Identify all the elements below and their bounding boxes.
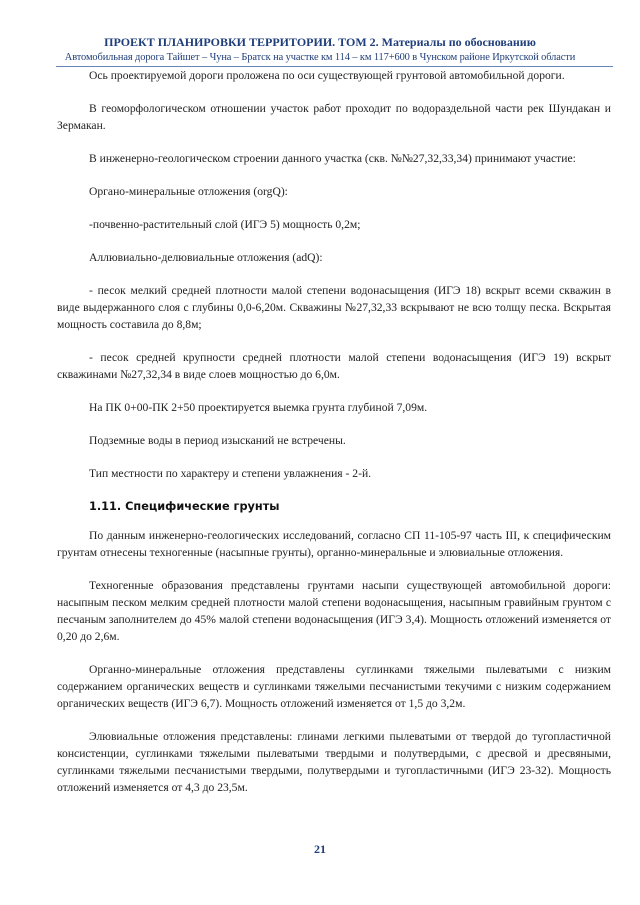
paragraph-text: Техногенные образования представлены грунтами насыпи существующей автомобильной дороги: насыпным песком мелким средней плотности малой степени водонасыщения, насыпным гравийным грунтом с песчаным заполнителем до 45% малой степени водонасыщения (ИГЭ 3,4). Мощность отложений изменяется от 0,20 до 2,6м.: [57, 579, 611, 643]
paragraph-text: - песок мелкий средней плотности малой степени водонасыщения (ИГЭ 18) вскрыт всеми скважин в виде выдержанного слоя с глубины 0,0-6,20м. Скважины №27,32,33 вскрывают не всю толщу песка. Вскрытая мощность составила до 8,8м;: [57, 284, 611, 331]
header-subtitle: Автомобильная дорога Тайшет – Чуна – Братск на участке км 114 – км 117+600 в Чунском районе Иркутской области: [64, 52, 576, 63]
paragraph: Аллювиально-делювиальные отложения (adQ):: [89, 251, 323, 264]
paragraph-text: В инженерно-геологическом строении данного участка (скв. №№27,32,33,34) принимают участие:: [89, 152, 576, 165]
paragraph: [89, 150, 611, 167]
paragraph: [57, 577, 611, 645]
paragraph-text: В геоморфологическом отношении участок работ проходит по водораздельной части рек Шундакан и Зермакан.: [57, 102, 611, 132]
paragraph: [57, 100, 611, 134]
page-header: [0, 34, 640, 65]
paragraph: [57, 661, 611, 712]
paragraph-text: - песок средней крупности средней плотности малой степени водонасыщения (ИГЭ 19) вскрыт скважинами №27,32,34 в виде слоев мощностью до 6,0м.: [57, 351, 611, 381]
header-title: ПРОЕКТ ПЛАНИРОВКИ ТЕРРИТОРИИ. ТОМ 2. Материалы по обоснованию: [104, 35, 536, 49]
paragraph: -почвенно-растительный слой (ИГЭ 5) мощность 0,2м;: [89, 218, 361, 231]
paragraph: Подземные воды в период изысканий не встречены.: [89, 434, 346, 447]
paragraph: [57, 349, 611, 383]
paragraph: [89, 67, 611, 84]
paragraph-text: Ось проектируемой дороги проложена по оси существующей грунтовой автомобильной дороги.: [89, 69, 565, 82]
paragraph: [57, 282, 611, 333]
document-body: [57, 67, 611, 812]
page-number: 21: [314, 842, 326, 856]
paragraph-text: По данным инженерно-геологических исследований, согласно СП 11-105-97 часть III, к специфическим грунтам отнесены техногенные (насыпные грунты), органно-минеральные и элювиальные отложения.: [57, 529, 611, 559]
paragraph: [57, 527, 611, 561]
section-heading: 1.11. Специфические грунты: [89, 500, 280, 513]
paragraph: [57, 728, 611, 796]
paragraph: Тип местности по характеру и степени увлажнения - 2-й.: [89, 467, 372, 480]
paragraph: На ПК 0+00-ПК 2+50 проектируется выемка грунта глубиной 7,09м.: [89, 401, 428, 414]
paragraph-text: Органно-минеральные отложения представлены суглинками тяжелыми пылеватыми с низким содержанием органических веществ и суглинками тяжелыми песчанистыми текучими с низким содержанием органических веществ (ИГЭ 6,7). Мощность отложений изменяется от 1,5 до 3,2м.: [57, 663, 611, 710]
paragraph-text: Элювиальные отложения представлены: глинами легкими пылеватыми от твердой до тугопластичной консистенции, суглинками тяжелыми пылеватыми твердыми и полутвердыми, с дресвой и дресвяными, суглинками тяжелыми песчанистыми твердыми, полутвердыми и тугопластичными (ИГЭ 23-32). Мощность отложений изменяется от 4,3 до 23,5м.: [57, 730, 611, 794]
paragraph: Органо-минеральные отложения (orgQ):: [89, 185, 288, 198]
